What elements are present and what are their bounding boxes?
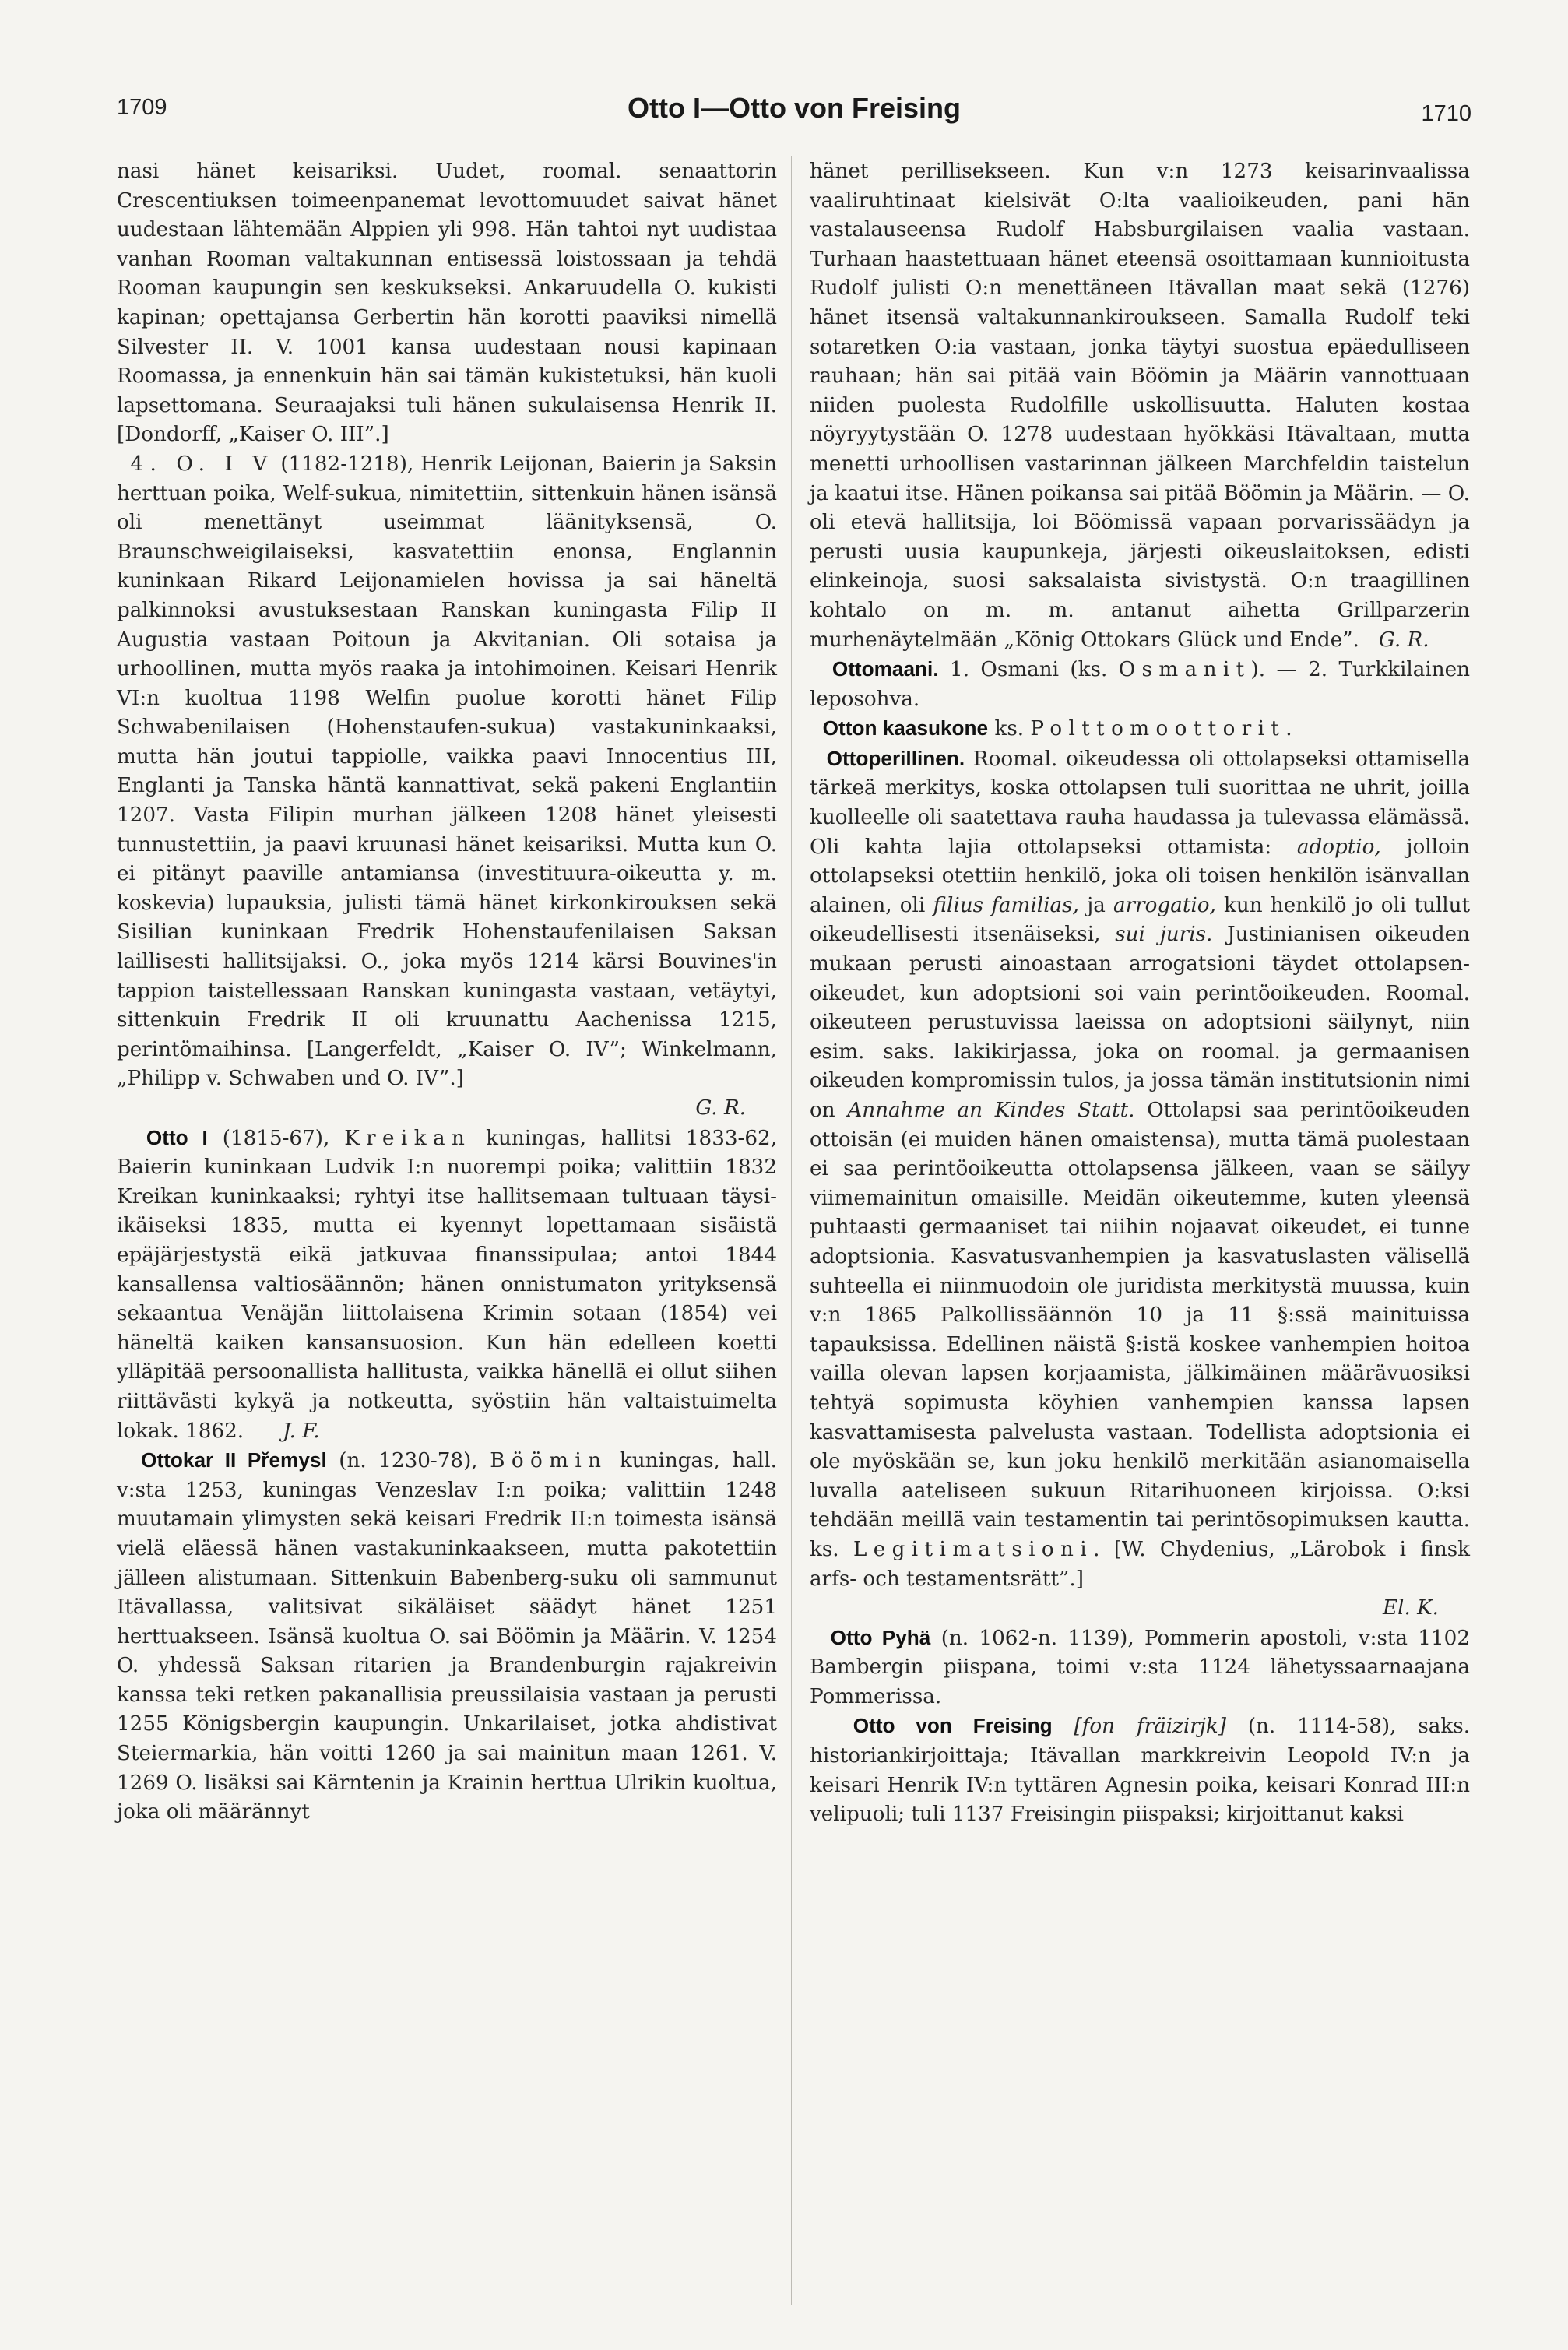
page-header (117, 92, 1471, 139)
entry-headword: Otto Pyhä (830, 1625, 931, 1649)
entry-text: ja (1087, 893, 1106, 917)
entry-text: jolloin ottolapseksi otettiin henkilö, joka oli toisen henkilön isänvallan alainen, oli (810, 835, 1470, 917)
entry-headword: Otto von Freising (853, 1714, 1053, 1738)
entry-dates: (1815-67), (222, 1126, 330, 1150)
entry-text: (n. 1114-58), saks. historiankirjoittaja; Itävallan markkreivin Leopold IV:n ja keisari Henrik IV:n tyttären Agnesin poika, keisari Konrad III:n velipuoli; tuli 1137 Freisingin piispaksi; kirjoittanut kaksi (810, 1715, 1471, 1827)
page-number-left: 1709 (117, 95, 167, 120)
author-signature: G. R. (1378, 628, 1429, 652)
entry-spaced-term: Legitimatsioni (853, 1537, 1094, 1561)
latin-term: sui juris. (1115, 923, 1213, 947)
entry-text: (1182-1218), Henrik Leijonan, Baierin ja Saksin herttuan poika, Welf-sukua, nimitettiin, sittenkuin hänen isänsä oli menettänyt useimmat läänityksensä, O. Braunschweigilaiseksi, kasvatettiin enonsa, Englannin kuninkaan Rikard Leijonamielen hovissa ja sai häneltä palkinnoksi avustuksestaan Ranskan kuningasta Filip II Augustia vastaan Poitoun ja Akvitanian. Oli sotaisa ja urhoollinen, mutta myös raaka ja intohimoinen. Keisari Henrik VI:n kuoltua 1198 Welfin puolue korotti hänet Filip Schwabenilaisen (Hohenstaufen-sukua) vastakuninkaaksi, mutta hän joutui tappiolle, vaikka paavi Innocentius III, Englanti ja Tanska häntä kannattivat, sekä pakeni Englantiin 1207. Vasta Filipin murhan jälkeen 1208 hänet yleisesti tunnustettiin, ja paavi kruunasi hänet keisariksi. Mutta kun O. ei pitänyt paaville antamiansa (investituura-oikeutta y. m. koskevia) lupauksia, julisti tämä hänet kirkonkirouksen sekä Sisilian kuninkaan Fredrik Hohenstaufenilaisen Saksan laillisesti hallitsijaksi. O., joka myös 1214 kärsi Bouvines'in tappion taistellessaan Ranskan kuningasta vastaan, vetäytyi, sittenkuin Fredrik II oli kruunattu Aachenissa 1215, perintömaihinsa. [Langerfeldt, „Kaiser O. IV”; Winkelmann, „Philipp v. Schwaben und O. IV”.] (117, 452, 778, 1091)
entry-otto-i-greece (117, 1124, 777, 1447)
running-title: Otto I—Otto von Freising (628, 92, 961, 124)
entry-ottomaani (810, 655, 1470, 714)
pronunciation: [fon fräizirjk] (1074, 1715, 1226, 1739)
entry-otto-pyha (810, 1624, 1470, 1712)
entry-text: Justinianisen oikeuden mukaan perusti ainoastaan arrogatsioni täydet ottolapsen-oikeudet, kun adoptsioni soi vain perintöoikeuden. Roomal. oikeuteen perustuvissa laeissa on adoptsioni säilynyt, niin esim. saks. lakikirjassa, joka on roomal. ja germaanisen oikeuden kompromissin tulos, ja jossa tämän institutsionin nimi on (810, 923, 1470, 1122)
entry-text: Ottolapsi saa perintöoikeuden ottoisän (ei muiden hänen omaistensa), mutta tämä puolestaan ei saa perintöoikeutta ottolapsensa jälkeen, vaan se säilyy viimemainitun omaisille. Meidän oikeutemme, kuten yleensä puhtaasti germaaniset tai niihin nojaavat oikeudet, ei tunne adoptsionia. Kasvatusvanhempien ja kasvatuslasten välisellä suhteella ei niinmuodoin ole juridista merkitystä muussa, kuin v:n 1865 Palkollissäännön 10 ja 11 §:ssä mainituissa tapauksissa. Edellinen näistä §:istä koskee vanhempien hoitoa vailla olevan lapsen korjaamista, jälkimäinen määrävuosiksi tehtyä sopimusta köyhien vanhempien kanssa lapsen kasvattamisesta palvelusta vastaan. Todellista adoptsionia ei ole myöskään se, kun joku henkilö merkitään asianomaisella luvalla aateliseen sukuun Ritarihuoneen kirjoissa. O:ksi tehdään meillä vain testamentin tai perintösopimuksen kautta. ks. (810, 1099, 1470, 1561)
entry-ottokar-ii (117, 1446, 777, 1828)
entry-text: ks. (994, 717, 1025, 741)
entry-dates: (n. 1230-78), (339, 1449, 478, 1473)
entry-text: . (1285, 717, 1292, 741)
entry-otton-kaasukone (810, 714, 1470, 744)
entry-ottokar-ii-continued (810, 157, 1470, 655)
author-signature: El. K. (1382, 1596, 1439, 1620)
entry-headword: Otto I (146, 1125, 208, 1149)
entry-otto-iv (117, 450, 777, 1124)
column-divider (791, 156, 792, 2305)
entry-text: 1. Osmani (ks. (950, 658, 1108, 682)
author-signature: J. F. (283, 1419, 320, 1443)
entry-spaced-term: Böömin (490, 1449, 608, 1473)
latin-term: adoptio, (1296, 835, 1381, 859)
entry-spaced-term: Polttomoottorit (1030, 717, 1286, 741)
left-column (117, 157, 777, 1828)
entry-text: kuningas, hallitsi 1833-62, Baierin kuninkaan Ludvik I:n nuorempi poika; valittiin 1832 Kreikan kuninkaaksi; ryhtyi itse hallitsemaan tultuaan täysi-ikäiseksi 1835, mutta ei kyennyt lopettamaan sisäistä epäjärjestystä eikä jatkuvaa finanssipulaa; antoi 1844 kansallensa valtiosäännön; hänen onnistumaton yrityksensä sekaantua Venäjän liittolaisena Krimin sotaan (1854) vei häneltä kaiken kansansuosion. Kun hän edelleen koetti ylläpitää persoonallista hallitusta, vaikka hänellä ei ollut siihen riittävästi kykyä ja notkeutta, syöstiin hän valtaistuimelta lokak. 1862. (117, 1126, 778, 1443)
german-term: Annahme an Kindes Statt. (847, 1099, 1135, 1122)
entry-text: hänet perillisekseen. Kun v:n 1273 keisarinvaalissa vaaliruhtinaat kielsivät O:lta vaalioikeuden, pani hän vastalauseensa Rudolf Habsburgilaisen vaalia vastaan. Turhaan haastettuaan hänet eteensä osoittamaan kunnioitusta Rudolf julisti O:n menettäneen Itävallan maat sekä (1276) hänet itsensä valtakunnankiroukseen. Samalla Rudolf teki sotaretken O:ia vastaan, jonka täytyi suostua epäedulliseen rauhaan; hän sai pitää vain Böömin ja Määrin vannottuaan niiden puolesta Rudolfille uskollisuutta. Haluten kostaa nöyryytystään O. 1278 uudestaan hyökkäsi Itävaltaan, mutta menetti urhoollisen vastarinnan jälkeen Marchfeldin taistelun ja kaatui itse. Hänen poikansa sai pitää Böömin ja Määrin. — O. oli etevä hallitsija, loi Böömissä vapaan porvarissäädyn ja perusti uusia kaupunkeja, järjesti oikeuslaitoksen, edisti elinkeinoja, suosi saksalaista sivistystä. O:n traagillinen kohtalo on m. m. antanut aihetta Grillparzerin murhenäytelmään „König Ottokars Glück und Ende”. (810, 160, 1470, 652)
entry-ottoperillinen (810, 744, 1470, 1624)
entry-text: kun henkilö jo oli tullut oikeudellisesti itsenäiseksi, (810, 893, 1471, 947)
entry-text: kuningas, hall. v:sta 1253, kuningas Venzeslav I:n poika; valittiin 1248 muutamain ylimysten sekä keisari Fredrik II:n toimesta isänsä vielä eläessä hänen vastakuninkaakseen, mutta pakotettiin jälleen alistumaan. Sittenkuin Babenberg-suku oli sammunut Itävallassa, valitsivat sikäläiset säädyt hänet 1251 herttuakseen. Isänsä kuoltua O. sai Böömin ja Määrin. V. 1254 O. yhdessä Saksan ritarien ja Brandenburgin rajakreivin kanssa teki retken pakanallisia preussilaisia vastaan ja perusti 1255 Königsbergin kaupungin. Unkarilaiset, jotka ahdistivat Steiermarkia, hän voitti 1260 ja sai mainitun maan 1261. V. 1269 O. lisäksi sai Kärntenin ja Krainin herttua Ulrikin kuoltua, joka oli määrännyt (117, 1449, 777, 1824)
entry-text: nasi hänet keisariksi. Uudet, roomal. senaattorin Crescentiuksen toimeenpanemat levottomuudet saivat hänet uudestaan lähtemään Alppien yli 998. Hän tahtoi nyt uudistaa vanhan Rooman valtakunnan entisessä loistossaan ja tehdä Rooman kaupungin sen keskukseksi. Ankaruudella O. kukisti kapinan; opettajansa Gerbertin hän korotti paaviksi nimellä Silvester II. V. 1001 kansa uudestaan nousi kapinaan Roomassa, ja ennenkuin hän sai tämän kukistetuksi, hän kuoli lapsettomana. Seuraajaksi tuli hänen sukulaisensa Henrik II. [Dondorff, „Kaiser O. III”.] (117, 160, 777, 447)
entry-text: (n. 1062-n. 1139), Pommerin apostoli, v:sta 1102 Bambergin piispana, toimi v:sta 1124 lähetyssaarnaajana Pommerissa. (810, 1626, 1470, 1708)
latin-term: filius familias, (933, 893, 1079, 917)
right-column (810, 157, 1470, 1830)
entry-spaced-term: Osmanit (1118, 658, 1251, 682)
entry-otto-iii-continued (117, 157, 777, 450)
entry-text: ). — 2. Turkkilainen leposohva. (810, 658, 1471, 711)
entry-headword: Ottokar II Přemysl (141, 1448, 327, 1472)
entry-headword: Otton kaasukone (822, 716, 989, 741)
entry-text: . [W. Chydenius, „Lärobok i finsk arfs- och testamentsrätt”.] (810, 1537, 1470, 1591)
entry-headword: Ottomaani. (831, 657, 939, 681)
page-number-right: 1710 (1421, 101, 1471, 126)
entry-headword: Ottoperillinen. (826, 746, 965, 770)
entry-text: Roomal. oikeudessa oli ottolapseksi ottamisella tärkeä merkitys, koska ottolapsen tuli suorittaa ne uhrit, joilla kuolleelle oli saatettava rauha haudassa ja tulevassa elämässä. Oli kahta lajia ottolapseksi ottamista: (810, 747, 1470, 859)
author-signature: G. R. (695, 1096, 746, 1120)
entry-lead: 4. O. I V (130, 452, 274, 476)
latin-term: arrogatio, (1113, 893, 1216, 917)
entry-spaced-term: Kreikan (344, 1126, 472, 1150)
entry-otto-von-freising (810, 1711, 1470, 1829)
